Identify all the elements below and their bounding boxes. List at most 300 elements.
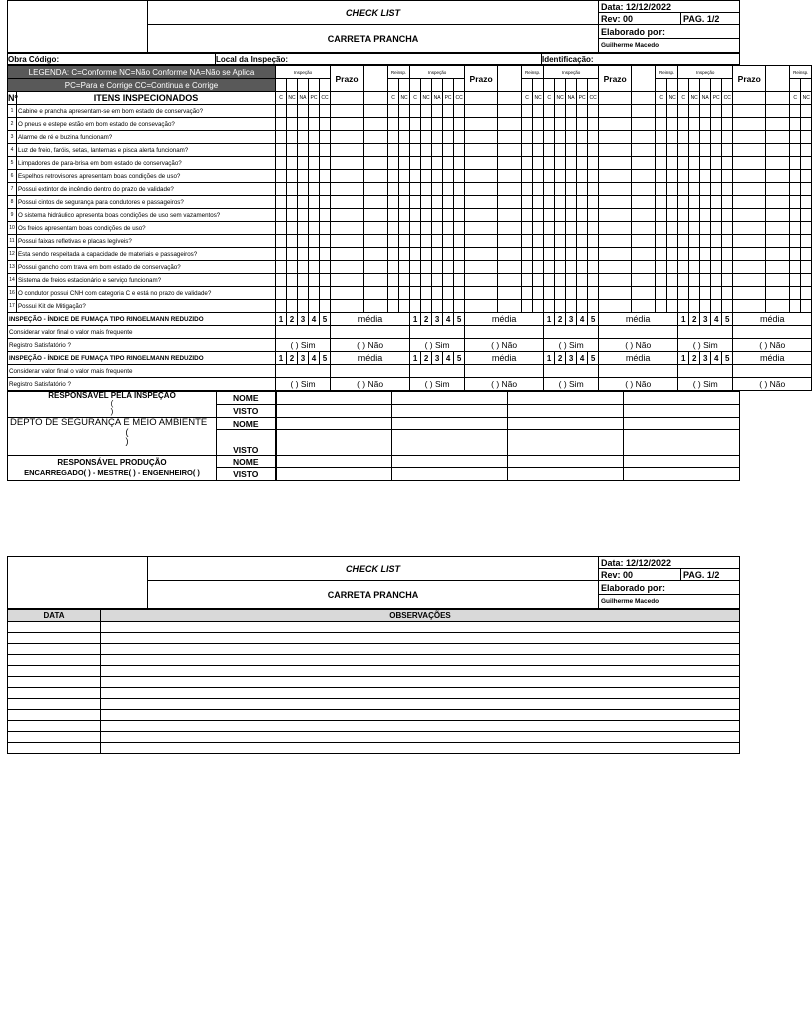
- check-cell[interactable]: [577, 235, 588, 248]
- check-cell[interactable]: [410, 183, 421, 196]
- sim-option[interactable]: ( ) Sim: [410, 378, 465, 391]
- check-cell[interactable]: [533, 248, 544, 261]
- smoke-scale-value[interactable]: 1: [276, 352, 287, 365]
- nao-option[interactable]: ( ) Não: [331, 378, 410, 391]
- check-cell[interactable]: [678, 131, 689, 144]
- check-cell[interactable]: [320, 274, 331, 287]
- check-cell[interactable]: [432, 261, 443, 274]
- smoke-scale-value[interactable]: 3: [298, 352, 309, 365]
- check-cell[interactable]: [364, 209, 388, 222]
- check-cell[interactable]: [498, 196, 522, 209]
- check-cell[interactable]: [544, 261, 555, 274]
- check-cell[interactable]: [498, 235, 522, 248]
- check-cell[interactable]: [309, 261, 320, 274]
- check-cell[interactable]: [667, 274, 678, 287]
- check-cell[interactable]: [287, 261, 298, 274]
- check-cell[interactable]: [309, 105, 320, 118]
- check-cell[interactable]: [432, 300, 443, 313]
- check-cell[interactable]: [588, 131, 599, 144]
- check-cell[interactable]: [555, 222, 566, 235]
- check-cell[interactable]: [678, 118, 689, 131]
- check-cell[interactable]: [700, 131, 711, 144]
- sig-visto-11[interactable]: [508, 468, 624, 481]
- check-cell[interactable]: [432, 157, 443, 170]
- check-cell[interactable]: [276, 131, 287, 144]
- sig-visto-3[interactable]: [508, 405, 624, 418]
- check-cell[interactable]: [689, 196, 700, 209]
- check-cell[interactable]: [711, 209, 722, 222]
- check-cell[interactable]: [432, 248, 443, 261]
- check-cell[interactable]: [388, 170, 399, 183]
- check-cell[interactable]: [364, 183, 388, 196]
- check-cell[interactable]: [533, 235, 544, 248]
- smoke-scale-value[interactable]: 4: [711, 313, 722, 326]
- check-cell[interactable]: [320, 261, 331, 274]
- check-cell[interactable]: [399, 118, 410, 131]
- check-cell[interactable]: [309, 118, 320, 131]
- check-cell[interactable]: [287, 300, 298, 313]
- check-cell[interactable]: [331, 235, 364, 248]
- check-cell[interactable]: [443, 261, 454, 274]
- check-cell[interactable]: [678, 222, 689, 235]
- obs-text-cell[interactable]: [101, 688, 740, 699]
- check-cell[interactable]: [678, 170, 689, 183]
- sim-option[interactable]: ( ) Sim: [276, 339, 331, 352]
- check-cell[interactable]: [421, 157, 432, 170]
- check-cell[interactable]: [533, 300, 544, 313]
- check-cell[interactable]: [700, 105, 711, 118]
- check-cell[interactable]: [388, 196, 399, 209]
- obs-text-cell[interactable]: [101, 743, 740, 754]
- check-cell[interactable]: [700, 196, 711, 209]
- check-cell[interactable]: [656, 209, 667, 222]
- smoke-scale-value[interactable]: 4: [443, 313, 454, 326]
- check-cell[interactable]: [454, 105, 465, 118]
- nao-option[interactable]: ( ) Não: [599, 378, 678, 391]
- check-cell[interactable]: [331, 248, 364, 261]
- check-cell[interactable]: [364, 222, 388, 235]
- check-cell[interactable]: [801, 287, 812, 300]
- check-cell[interactable]: [522, 287, 533, 300]
- check-cell[interactable]: [276, 287, 287, 300]
- consider-blank[interactable]: [733, 365, 812, 378]
- check-cell[interactable]: [544, 183, 555, 196]
- check-cell[interactable]: [544, 105, 555, 118]
- check-cell[interactable]: [711, 287, 722, 300]
- check-cell[interactable]: [678, 261, 689, 274]
- check-cell[interactable]: [711, 118, 722, 131]
- check-cell[interactable]: [533, 287, 544, 300]
- check-cell[interactable]: [733, 222, 766, 235]
- check-cell[interactable]: [577, 222, 588, 235]
- obs-text-cell[interactable]: [101, 644, 740, 655]
- check-cell[interactable]: [733, 131, 766, 144]
- check-cell[interactable]: [588, 144, 599, 157]
- check-cell[interactable]: [722, 287, 733, 300]
- check-cell[interactable]: [722, 248, 733, 261]
- check-cell[interactable]: [309, 131, 320, 144]
- check-cell[interactable]: [667, 222, 678, 235]
- check-cell[interactable]: [298, 287, 309, 300]
- check-cell[interactable]: [700, 209, 711, 222]
- sig-nome-11[interactable]: [508, 456, 624, 468]
- check-cell[interactable]: [678, 157, 689, 170]
- check-cell[interactable]: [711, 274, 722, 287]
- check-cell[interactable]: [801, 118, 812, 131]
- check-cell[interactable]: [577, 300, 588, 313]
- check-cell[interactable]: [588, 300, 599, 313]
- check-cell[interactable]: [700, 144, 711, 157]
- check-cell[interactable]: [309, 248, 320, 261]
- check-cell[interactable]: [790, 209, 801, 222]
- check-cell[interactable]: [632, 157, 656, 170]
- check-cell[interactable]: [432, 170, 443, 183]
- check-cell[interactable]: [331, 287, 364, 300]
- check-cell[interactable]: [544, 287, 555, 300]
- check-cell[interactable]: [711, 248, 722, 261]
- check-cell[interactable]: [801, 157, 812, 170]
- check-cell[interactable]: [410, 248, 421, 261]
- check-cell[interactable]: [766, 118, 790, 131]
- check-cell[interactable]: [498, 261, 522, 274]
- check-cell[interactable]: [388, 183, 399, 196]
- check-cell[interactable]: [599, 131, 632, 144]
- check-cell[interactable]: [632, 274, 656, 287]
- check-cell[interactable]: [364, 131, 388, 144]
- check-cell[interactable]: [522, 196, 533, 209]
- check-cell[interactable]: [678, 105, 689, 118]
- check-cell[interactable]: [566, 131, 577, 144]
- check-cell[interactable]: [588, 196, 599, 209]
- check-cell[interactable]: [790, 235, 801, 248]
- check-cell[interactable]: [766, 209, 790, 222]
- check-cell[interactable]: [566, 248, 577, 261]
- smoke-scale-value[interactable]: 1: [678, 313, 689, 326]
- check-cell[interactable]: [522, 144, 533, 157]
- check-cell[interactable]: [689, 248, 700, 261]
- check-cell[interactable]: [667, 235, 678, 248]
- check-cell[interactable]: [364, 196, 388, 209]
- check-cell[interactable]: [632, 248, 656, 261]
- check-cell[interactable]: [320, 209, 331, 222]
- check-cell[interactable]: [766, 235, 790, 248]
- sig-nome-8[interactable]: [624, 418, 740, 430]
- smoke-scale-value[interactable]: 1: [544, 313, 555, 326]
- check-cell[interactable]: [309, 144, 320, 157]
- check-cell[interactable]: [454, 261, 465, 274]
- check-cell[interactable]: [298, 300, 309, 313]
- check-cell[interactable]: [656, 118, 667, 131]
- check-cell[interactable]: [678, 300, 689, 313]
- check-cell[interactable]: [443, 209, 454, 222]
- smoke-scale-value[interactable]: 3: [566, 352, 577, 365]
- check-cell[interactable]: [656, 248, 667, 261]
- check-cell[interactable]: [276, 196, 287, 209]
- check-cell[interactable]: [465, 248, 498, 261]
- consider-blank[interactable]: [733, 326, 812, 339]
- consider-blank[interactable]: [678, 326, 733, 339]
- check-cell[interactable]: [399, 274, 410, 287]
- check-cell[interactable]: [733, 274, 766, 287]
- check-cell[interactable]: [588, 222, 599, 235]
- smoke-scale-value[interactable]: 2: [689, 313, 700, 326]
- check-cell[interactable]: [790, 196, 801, 209]
- obs-date-cell[interactable]: [8, 655, 101, 666]
- check-cell[interactable]: [588, 118, 599, 131]
- check-cell[interactable]: [399, 287, 410, 300]
- check-cell[interactable]: [766, 157, 790, 170]
- check-cell[interactable]: [733, 196, 766, 209]
- check-cell[interactable]: [465, 222, 498, 235]
- check-cell[interactable]: [432, 144, 443, 157]
- check-cell[interactable]: [298, 261, 309, 274]
- smoke-scale-value[interactable]: 2: [555, 313, 566, 326]
- check-cell[interactable]: [432, 209, 443, 222]
- check-cell[interactable]: [689, 170, 700, 183]
- sig-visto-4[interactable]: [624, 405, 740, 418]
- check-cell[interactable]: [766, 183, 790, 196]
- local-inspecao-field[interactable]: Local da Inspeção:: [216, 54, 542, 65]
- consider-blank[interactable]: [331, 326, 410, 339]
- smoke-scale-value[interactable]: 5: [454, 352, 465, 365]
- check-cell[interactable]: [632, 209, 656, 222]
- check-cell[interactable]: [320, 170, 331, 183]
- obs-date-cell[interactable]: [8, 743, 101, 754]
- sig-nome-4[interactable]: [624, 392, 740, 405]
- check-cell[interactable]: [544, 235, 555, 248]
- check-cell[interactable]: [309, 170, 320, 183]
- check-cell[interactable]: [588, 287, 599, 300]
- check-cell[interactable]: [766, 274, 790, 287]
- check-cell[interactable]: [287, 170, 298, 183]
- sig-visto-12[interactable]: [624, 468, 740, 481]
- check-cell[interactable]: [498, 183, 522, 196]
- check-cell[interactable]: [298, 144, 309, 157]
- check-cell[interactable]: [388, 248, 399, 261]
- obs-text-cell[interactable]: [101, 622, 740, 633]
- check-cell[interactable]: [577, 261, 588, 274]
- check-cell[interactable]: [399, 300, 410, 313]
- check-cell[interactable]: [790, 118, 801, 131]
- check-cell[interactable]: [522, 157, 533, 170]
- check-cell[interactable]: [443, 222, 454, 235]
- check-cell[interactable]: [700, 183, 711, 196]
- check-cell[interactable]: [320, 144, 331, 157]
- sig-visto-2[interactable]: [392, 405, 508, 418]
- check-cell[interactable]: [498, 274, 522, 287]
- check-cell[interactable]: [599, 287, 632, 300]
- check-cell[interactable]: [766, 248, 790, 261]
- check-cell[interactable]: [443, 235, 454, 248]
- smoke-scale-value[interactable]: 2: [287, 313, 298, 326]
- check-cell[interactable]: [410, 157, 421, 170]
- check-cell[interactable]: [364, 157, 388, 170]
- check-cell[interactable]: [287, 105, 298, 118]
- check-cell[interactable]: [522, 248, 533, 261]
- check-cell[interactable]: [599, 157, 632, 170]
- check-cell[interactable]: [656, 274, 667, 287]
- check-cell[interactable]: [421, 248, 432, 261]
- check-cell[interactable]: [331, 209, 364, 222]
- check-cell[interactable]: [320, 300, 331, 313]
- sig-nome-5[interactable]: [276, 418, 392, 430]
- check-cell[interactable]: [364, 118, 388, 131]
- check-cell[interactable]: [443, 183, 454, 196]
- check-cell[interactable]: [399, 170, 410, 183]
- check-cell[interactable]: [700, 248, 711, 261]
- check-cell[interactable]: [287, 196, 298, 209]
- check-cell[interactable]: [364, 274, 388, 287]
- check-cell[interactable]: [454, 196, 465, 209]
- check-cell[interactable]: [790, 170, 801, 183]
- check-cell[interactable]: [410, 261, 421, 274]
- check-cell[interactable]: [566, 287, 577, 300]
- check-cell[interactable]: [421, 287, 432, 300]
- check-cell[interactable]: [298, 196, 309, 209]
- check-cell[interactable]: [276, 170, 287, 183]
- check-cell[interactable]: [421, 105, 432, 118]
- check-cell[interactable]: [733, 287, 766, 300]
- check-cell[interactable]: [689, 144, 700, 157]
- check-cell[interactable]: [656, 287, 667, 300]
- check-cell[interactable]: [555, 274, 566, 287]
- sig-nome-3[interactable]: [508, 392, 624, 405]
- check-cell[interactable]: [555, 118, 566, 131]
- check-cell[interactable]: [667, 300, 678, 313]
- check-cell[interactable]: [599, 196, 632, 209]
- smoke-scale-value[interactable]: 1: [544, 352, 555, 365]
- check-cell[interactable]: [388, 235, 399, 248]
- check-cell[interactable]: [432, 131, 443, 144]
- check-cell[interactable]: [733, 235, 766, 248]
- obs-date-cell[interactable]: [8, 710, 101, 721]
- check-cell[interactable]: [678, 209, 689, 222]
- smoke-scale-value[interactable]: 1: [410, 313, 421, 326]
- check-cell[interactable]: [711, 196, 722, 209]
- check-cell[interactable]: [722, 235, 733, 248]
- check-cell[interactable]: [399, 248, 410, 261]
- check-cell[interactable]: [766, 222, 790, 235]
- check-cell[interactable]: [555, 170, 566, 183]
- check-cell[interactable]: [656, 261, 667, 274]
- check-cell[interactable]: [522, 222, 533, 235]
- nao-option[interactable]: ( ) Não: [465, 339, 544, 352]
- check-cell[interactable]: [388, 287, 399, 300]
- check-cell[interactable]: [544, 118, 555, 131]
- check-cell[interactable]: [566, 261, 577, 274]
- check-cell[interactable]: [790, 261, 801, 274]
- check-cell[interactable]: [656, 105, 667, 118]
- obs-date-cell[interactable]: [8, 677, 101, 688]
- check-cell[interactable]: [689, 118, 700, 131]
- obra-codigo-field[interactable]: Obra Código:: [8, 54, 216, 65]
- check-cell[interactable]: [399, 183, 410, 196]
- check-cell[interactable]: [522, 300, 533, 313]
- smoke-scale-value[interactable]: 2: [421, 352, 432, 365]
- consider-blank[interactable]: [410, 326, 465, 339]
- check-cell[interactable]: [287, 287, 298, 300]
- check-cell[interactable]: [733, 105, 766, 118]
- check-cell[interactable]: [577, 209, 588, 222]
- check-cell[interactable]: [555, 105, 566, 118]
- check-cell[interactable]: [298, 118, 309, 131]
- check-cell[interactable]: [566, 183, 577, 196]
- check-cell[interactable]: [364, 261, 388, 274]
- sig-nome-10[interactable]: [392, 456, 508, 468]
- obs-text-cell[interactable]: [101, 699, 740, 710]
- check-cell[interactable]: [577, 118, 588, 131]
- check-cell[interactable]: [298, 170, 309, 183]
- check-cell[interactable]: [399, 144, 410, 157]
- smoke-scale-value[interactable]: 3: [700, 352, 711, 365]
- check-cell[interactable]: [722, 105, 733, 118]
- check-cell[interactable]: [454, 235, 465, 248]
- check-cell[interactable]: [320, 183, 331, 196]
- check-cell[interactable]: [421, 235, 432, 248]
- consider-blank[interactable]: [678, 365, 733, 378]
- check-cell[interactable]: [632, 170, 656, 183]
- check-cell[interactable]: [454, 248, 465, 261]
- check-cell[interactable]: [656, 144, 667, 157]
- check-cell[interactable]: [410, 235, 421, 248]
- check-cell[interactable]: [399, 209, 410, 222]
- check-cell[interactable]: [331, 144, 364, 157]
- check-cell[interactable]: [588, 157, 599, 170]
- check-cell[interactable]: [432, 183, 443, 196]
- check-cell[interactable]: [498, 300, 522, 313]
- check-cell[interactable]: [544, 170, 555, 183]
- check-cell[interactable]: [388, 261, 399, 274]
- check-cell[interactable]: [555, 287, 566, 300]
- check-cell[interactable]: [399, 235, 410, 248]
- check-cell[interactable]: [689, 300, 700, 313]
- check-cell[interactable]: [309, 157, 320, 170]
- check-cell[interactable]: [320, 222, 331, 235]
- check-cell[interactable]: [700, 287, 711, 300]
- check-cell[interactable]: [465, 209, 498, 222]
- sim-option[interactable]: ( ) Sim: [544, 339, 599, 352]
- check-cell[interactable]: [801, 274, 812, 287]
- nao-option[interactable]: ( ) Não: [733, 339, 812, 352]
- check-cell[interactable]: [555, 183, 566, 196]
- check-cell[interactable]: [678, 196, 689, 209]
- check-cell[interactable]: [498, 170, 522, 183]
- obs-date-cell[interactable]: [8, 666, 101, 677]
- check-cell[interactable]: [454, 209, 465, 222]
- check-cell[interactable]: [388, 105, 399, 118]
- check-cell[interactable]: [331, 261, 364, 274]
- check-cell[interactable]: [276, 300, 287, 313]
- check-cell[interactable]: [331, 222, 364, 235]
- check-cell[interactable]: [632, 118, 656, 131]
- check-cell[interactable]: [410, 222, 421, 235]
- check-cell[interactable]: [632, 105, 656, 118]
- check-cell[interactable]: [544, 300, 555, 313]
- check-cell[interactable]: [733, 248, 766, 261]
- obs-text-cell[interactable]: [101, 633, 740, 644]
- check-cell[interactable]: [656, 300, 667, 313]
- check-cell[interactable]: [298, 105, 309, 118]
- check-cell[interactable]: [533, 131, 544, 144]
- check-cell[interactable]: [454, 287, 465, 300]
- check-cell[interactable]: [656, 170, 667, 183]
- check-cell[interactable]: [733, 144, 766, 157]
- check-cell[interactable]: [801, 183, 812, 196]
- consider-blank[interactable]: [599, 365, 678, 378]
- check-cell[interactable]: [711, 170, 722, 183]
- check-cell[interactable]: [298, 157, 309, 170]
- check-cell[interactable]: [555, 157, 566, 170]
